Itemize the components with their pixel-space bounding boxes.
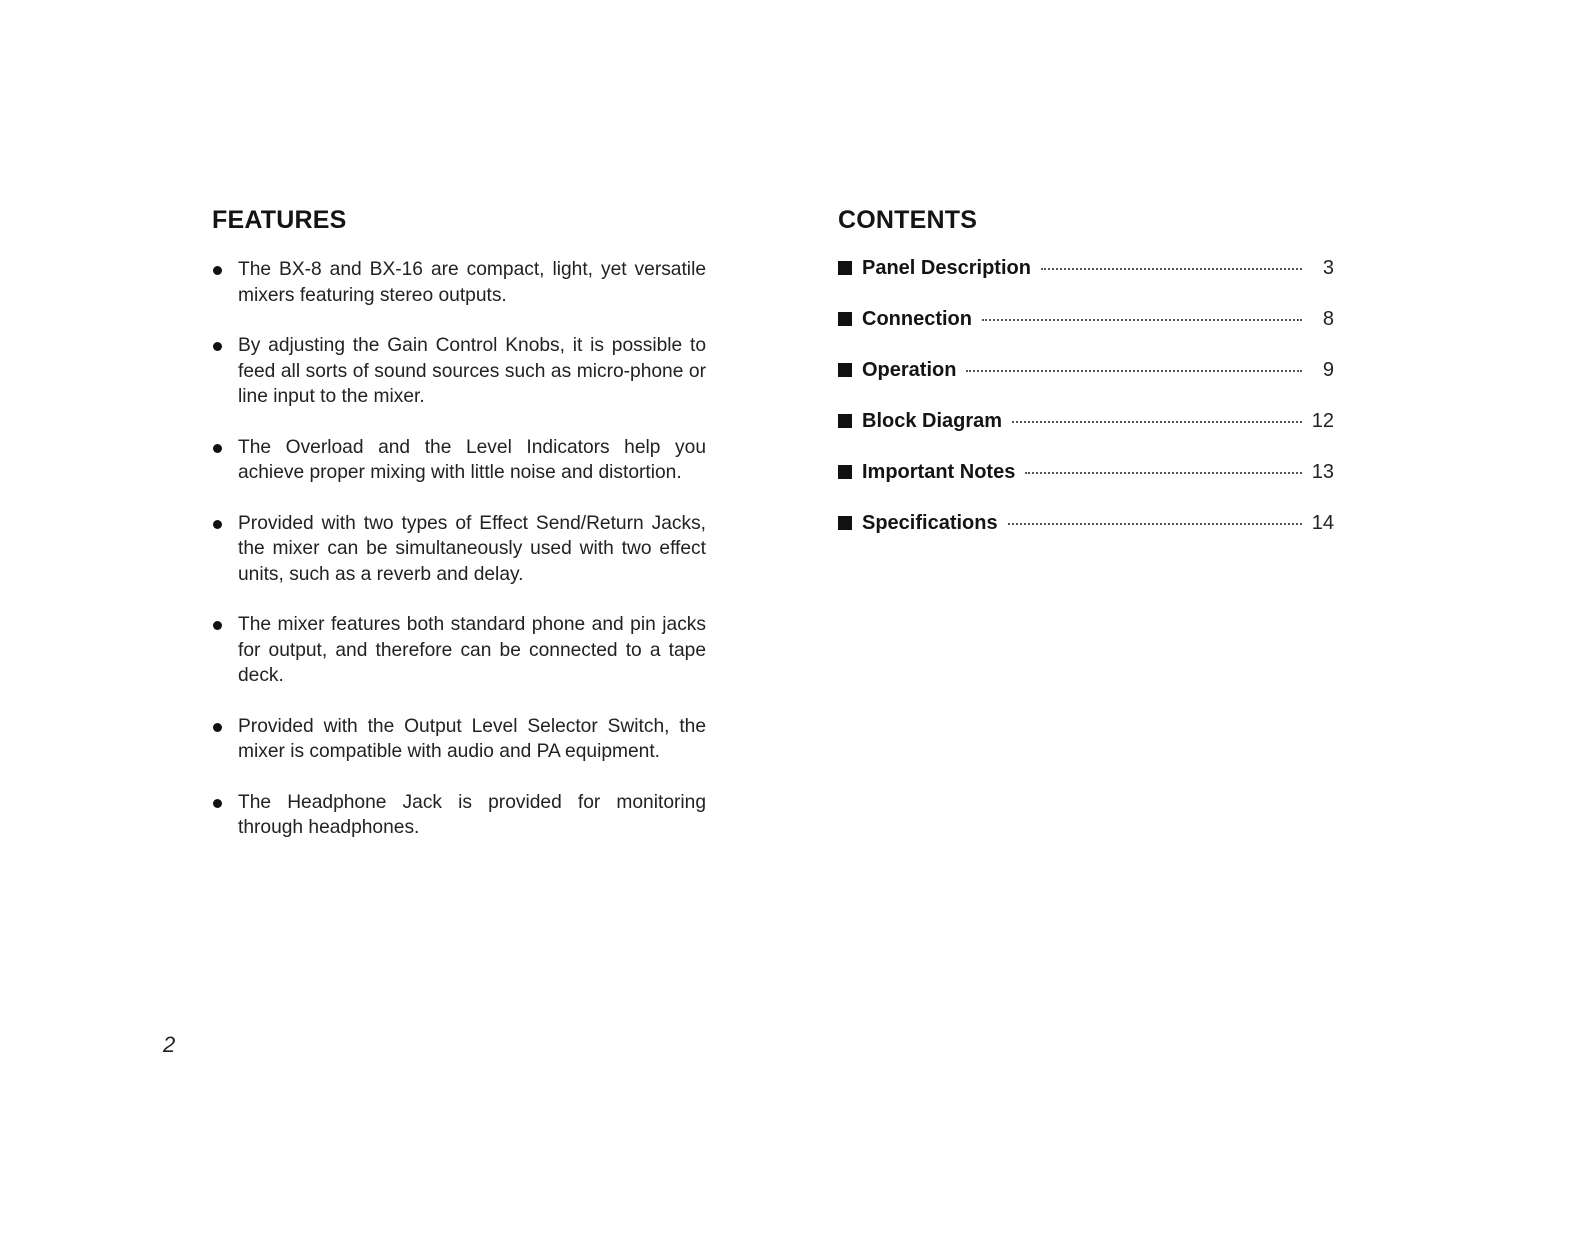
square-bullet-icon [838,516,852,530]
feature-text: The Overload and the Level Indicators help you achieve proper mixing with little noise and distortion. [238,436,706,483]
dot-leader [1008,523,1302,525]
toc-entry-operation[interactable] [838,359,1334,410]
square-bullet-icon [838,261,852,275]
toc-entry-specifications[interactable] [838,512,1334,563]
feature-text: Provided with two types of Effect Send/Return Jacks, the mixer can be simultaneously used with two effect units, such as a reverb and delay. [238,512,706,585]
toc-entry-panel-description[interactable] [838,257,1334,308]
contents-title: CONTENTS [838,206,978,234]
bullet-icon [213,520,222,529]
contents-section [838,206,1334,563]
dot-leader [1041,268,1302,270]
square-bullet-icon [838,363,852,377]
toc-label: Operation [862,359,957,381]
square-bullet-icon [838,312,852,326]
feature-text: The mixer features both standard phone and pin jacks for output, and therefore can be connected to a tape deck. [238,614,706,686]
bullet-icon [213,266,222,275]
feature-item [212,257,706,308]
toc-page-number: 13 [1311,461,1334,483]
toc-page-number: 3 [1322,257,1334,279]
square-bullet-icon [838,414,852,428]
bullet-icon [213,342,222,351]
toc-page-number: 14 [1311,512,1334,534]
bullet-icon [213,621,222,630]
feature-text: Provided with the Output Level Selector Switch, the mixer is compatible with audio and PA equipment. [238,715,706,762]
feature-text: By adjusting the Gain Control Knobs, it is possible to feed all sorts of sound sources such as micro-phone or line input to the mixer. [238,335,706,407]
features-section [212,206,706,866]
page-number: 2 [163,1032,176,1057]
toc-label: Panel Description [862,257,1031,279]
feature-text: The Headphone Jack is provided for monitoring through headphones. [238,791,706,838]
toc-page-number: 9 [1322,359,1334,381]
toc-label: Block Diagram [862,410,1003,432]
dot-leader [966,370,1302,372]
feature-item [212,435,706,486]
feature-item [212,612,706,689]
toc-label: Important Notes [862,461,1016,483]
feature-item [212,333,706,410]
toc-entry-connection[interactable] [838,308,1334,359]
toc-page-number: 12 [1311,410,1334,432]
toc-page-number: 8 [1322,308,1334,330]
feature-text: The BX-8 and BX-16 are compact, light, yet versatile mixers featuring stereo outputs. [238,259,706,306]
features-title: FEATURES [212,206,347,234]
toc-entry-block-diagram[interactable] [838,410,1334,461]
bullet-icon [213,723,222,732]
feature-item [212,790,706,841]
dot-leader [1012,421,1302,423]
dot-leader [982,319,1302,321]
toc-label: Specifications [862,512,998,534]
feature-item [212,714,706,765]
square-bullet-icon [838,465,852,479]
bullet-icon [213,799,222,808]
dot-leader [1025,472,1302,474]
features-list [212,257,706,841]
toc-list [838,257,1334,563]
feature-item [212,511,706,588]
toc-label: Connection [862,308,972,330]
toc-entry-important-notes[interactable] [838,461,1334,512]
bullet-icon [213,444,222,453]
